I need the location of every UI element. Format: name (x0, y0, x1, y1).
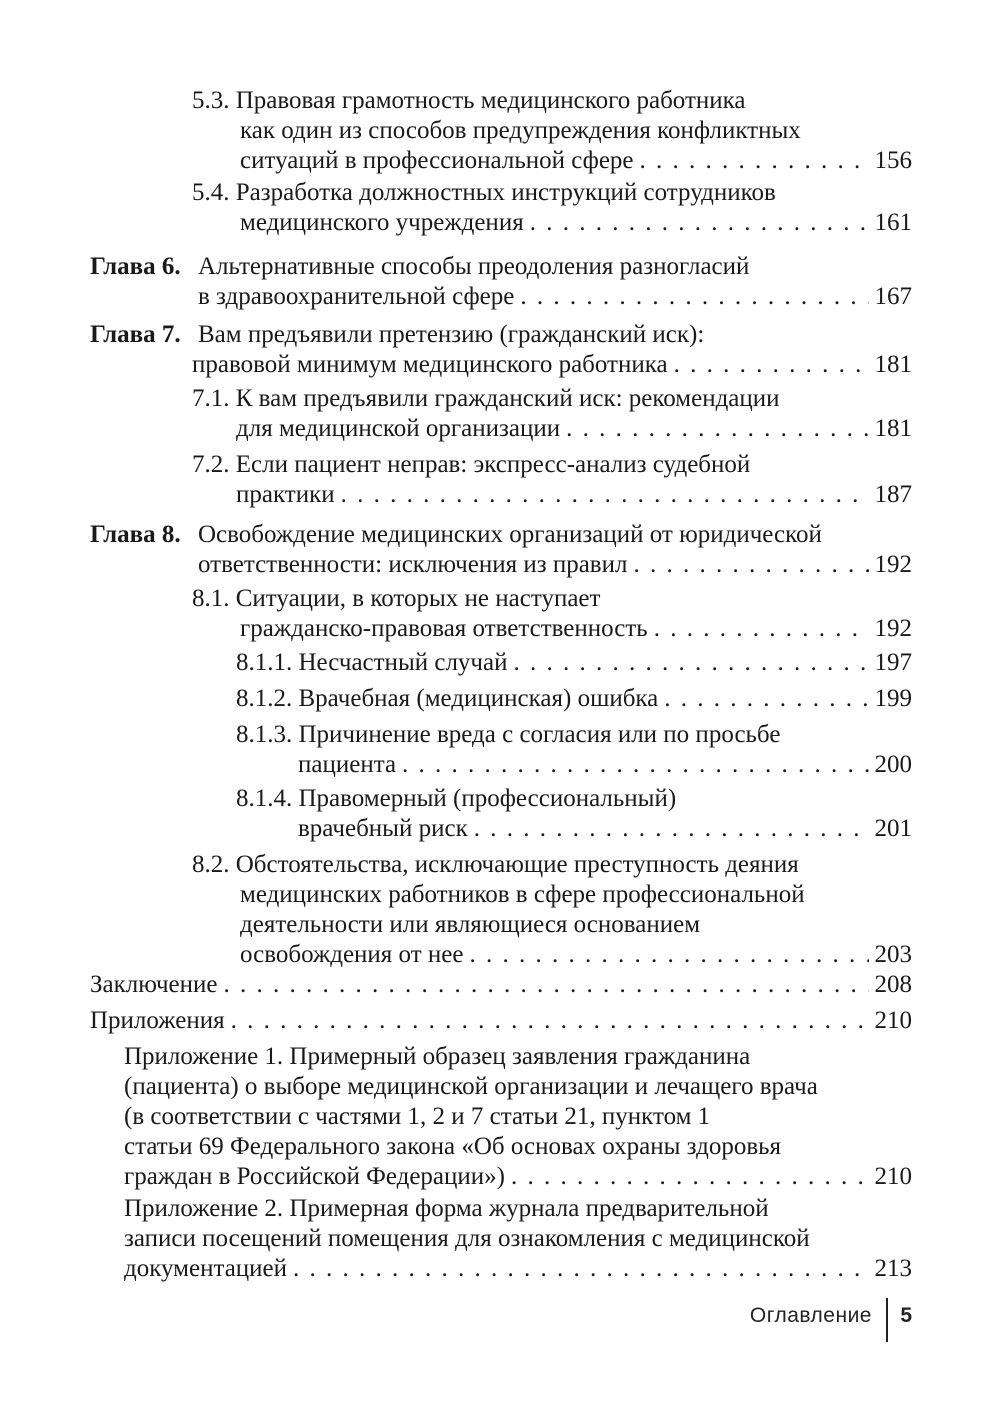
entry-text: (в соответствии с частями 1, 2 и 7 статьи 21, пунктом 1 (124, 1103, 711, 1130)
dot-leader (402, 750, 868, 780)
page-number: 181 (874, 415, 912, 442)
dot-leader (674, 350, 869, 380)
toc-entry-8-1 (192, 584, 912, 644)
entry-text: записи посещений помещения для ознакомления с медицинской (124, 1225, 810, 1252)
toc-entry-7-2 (192, 450, 912, 510)
entry-text: 8.1.3. Причинение вреда с согласия или по просьбе (236, 721, 781, 748)
dot-leader (231, 1006, 869, 1036)
footer-divider (886, 1298, 888, 1342)
page-number: 187 (874, 481, 912, 508)
toc-appendix-1 (124, 1042, 912, 1192)
chapter-label: Глава 8. (90, 521, 181, 548)
entry-text: Приложение 1. Примерный образец заявления гражданина (124, 1043, 751, 1070)
toc-entry-5-3 (192, 86, 912, 176)
page-number: 167 (874, 283, 912, 310)
entry-text: 8.1.2. Врачебная (медицинская) ошибка (236, 685, 659, 712)
entry-text: Приложение 2. Примерная форма журнала предварительной (124, 1195, 769, 1222)
page-number: 203 (874, 941, 912, 968)
entry-text: правовой минимум медицинского работника (192, 351, 668, 378)
dot-leader (224, 970, 869, 1000)
page-number: 192 (874, 551, 912, 578)
toc-entry-5-4 (192, 178, 912, 238)
toc-entry-8-1-3 (236, 720, 912, 780)
page-number: 156 (874, 147, 912, 174)
entry-text: документацией (124, 1255, 288, 1282)
toc-chapter-7 (90, 320, 912, 380)
dot-leader (469, 940, 868, 970)
dot-leader (474, 814, 869, 844)
entry-text: в здравоохранительной сфере (198, 283, 515, 310)
toc-chapter-8 (90, 520, 912, 580)
entry-text: Альтернативные способы преодоления разногласий (198, 253, 750, 280)
dot-leader (640, 146, 869, 176)
toc-appendices (90, 1006, 912, 1036)
entry-text: врачебный риск (298, 815, 468, 842)
dot-leader (511, 1162, 869, 1192)
entry-text: 8.2. Обстоятельства, исключающие преступность деяния (192, 851, 799, 878)
running-header-title: Оглавление (749, 1304, 872, 1327)
dot-leader (341, 480, 869, 510)
dot-leader (566, 414, 868, 444)
page-footer (740, 1298, 912, 1342)
page-number: 161 (874, 209, 912, 236)
dot-leader (654, 614, 869, 644)
entry-text: пациента (298, 751, 397, 778)
folio-page-number: 5 (900, 1304, 912, 1327)
toc-entry-7-1 (192, 384, 912, 444)
dot-leader (530, 208, 869, 238)
page-number: 201 (874, 815, 912, 842)
entry-text: 8.1.1. Несчастный случай (236, 649, 508, 676)
page-number: 208 (874, 971, 912, 998)
entry-text: 8.1. Ситуации, в которых не наступает (192, 585, 601, 612)
entry-text: как один из способов предупреждения конфликтных (240, 117, 801, 144)
entry-text: медицинского учреждения (240, 209, 524, 236)
dot-leader (293, 1254, 868, 1284)
page-number: 192 (874, 615, 912, 642)
entry-text: (пациента) о выборе медицинской организации и лечащего врача (124, 1073, 818, 1100)
toc-appendix-2 (124, 1194, 912, 1284)
entry-text: ситуаций в профессиональной сфере (240, 147, 634, 174)
entry-text: гражданско-правовая ответственность (240, 615, 648, 642)
page-number: 181 (874, 351, 912, 378)
dot-leader (513, 648, 868, 678)
page-number: 197 (874, 649, 912, 676)
entry-text: Приложения (90, 1007, 225, 1034)
entry-text: статьи 69 Федерального закона «Об основах охраны здоровья (124, 1133, 782, 1160)
entry-text: деятельности или являющиеся основанием (240, 911, 701, 938)
page-number: 210 (874, 1007, 912, 1034)
toc-entry-8-1-1 (236, 648, 912, 678)
page-number: 210 (874, 1163, 912, 1190)
entry-text: практики (236, 481, 335, 508)
entry-text: 8.1.4. Правомерный (профессиональный) (236, 785, 677, 812)
entry-text: для медицинской организации (236, 415, 561, 442)
entry-text: 5.4. Разработка должностных инструкций сотрудников (192, 179, 776, 206)
page-number: 213 (874, 1255, 912, 1282)
entry-text: 5.3. Правовая грамотность медицинского работника (192, 87, 746, 114)
entry-text: Заключение (90, 971, 218, 998)
entry-text: Вам предъявили претензию (гражданский иск): (198, 321, 705, 348)
entry-text: 7.1. К вам предъявили гражданский иск: рекомендации (192, 385, 780, 412)
page-number: 199 (874, 685, 912, 712)
dot-leader (633, 550, 868, 580)
dot-leader (664, 684, 868, 714)
entry-text: медицинских работников в сфере профессиональной (240, 881, 805, 908)
entry-text: 7.2. Если пациент неправ: экспресс-анализ судебной (192, 451, 751, 478)
entry-text: Освобождение медицинских организаций от юридической (198, 521, 822, 548)
entry-text: освобождения от нее (240, 941, 464, 968)
entry-text: граждан в Российской Федерации») (124, 1163, 505, 1190)
entry-text: ответственности: исключения из правил (198, 551, 628, 578)
toc-conclusion (90, 970, 912, 1000)
chapter-label: Глава 6. (90, 253, 181, 280)
dot-leader (520, 282, 868, 312)
toc-entry-8-2 (192, 850, 912, 970)
toc-entry-8-1-4 (236, 784, 912, 844)
chapter-label: Глава 7. (90, 321, 181, 348)
toc-chapter-6 (90, 252, 912, 312)
toc-entry-8-1-2 (236, 684, 912, 714)
page-number: 200 (874, 751, 912, 778)
